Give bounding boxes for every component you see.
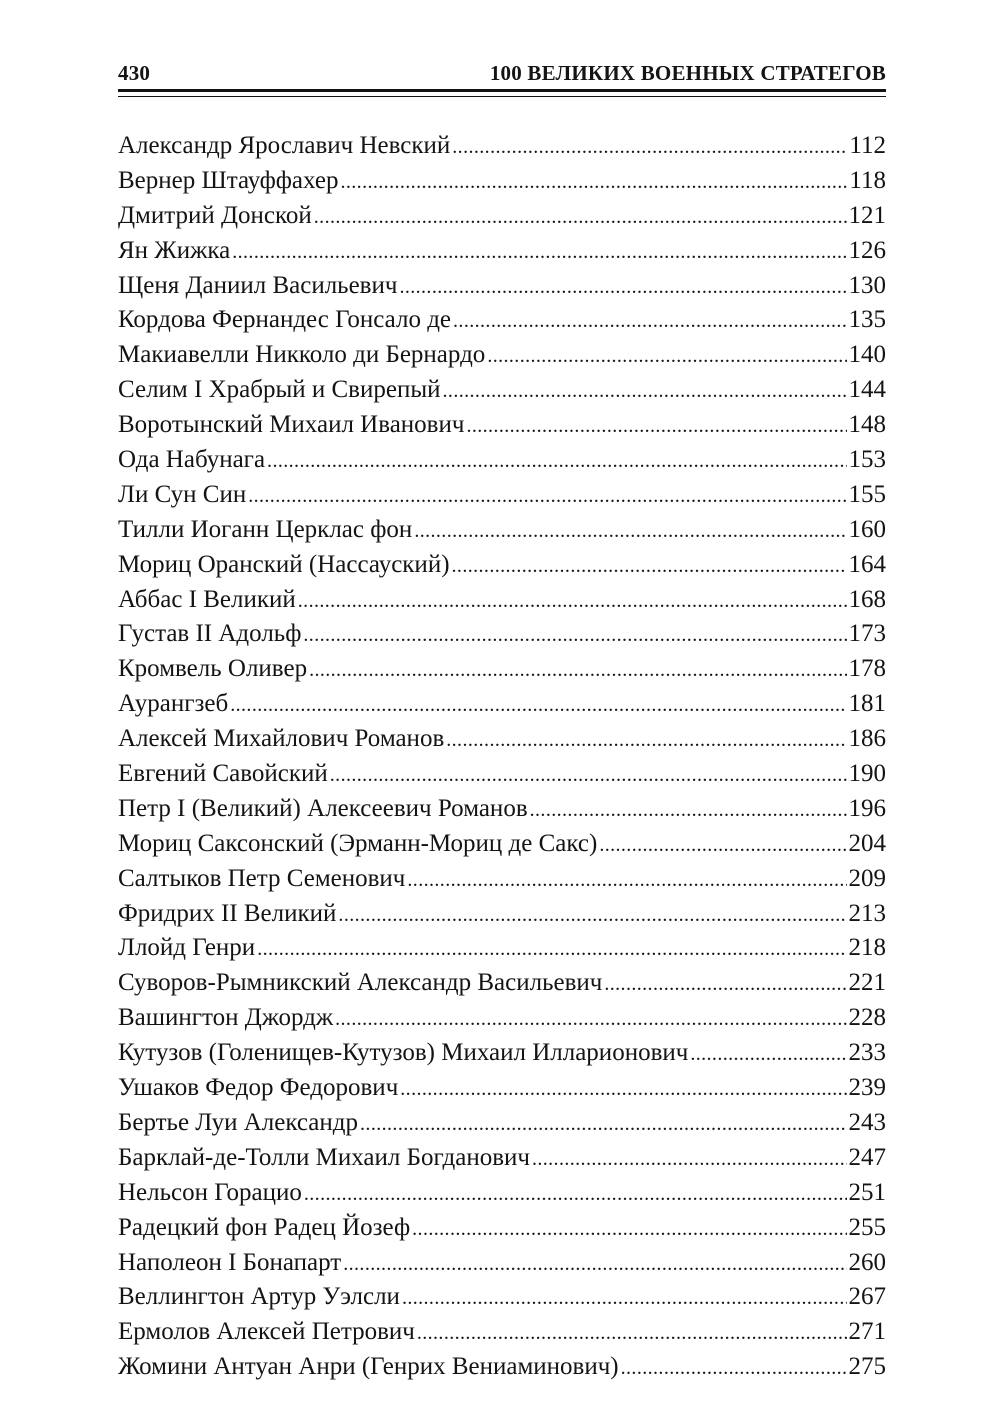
dot-leader — [452, 130, 847, 164]
toc-entry — [118, 443, 886, 478]
toc-entry — [118, 652, 886, 687]
dot-leader — [304, 1177, 847, 1211]
toc-entry — [118, 687, 886, 722]
header-rule-thick — [118, 89, 886, 92]
dot-leader — [446, 723, 846, 757]
toc-entry-name: Густав II Адольф — [118, 620, 302, 648]
toc-entry-page: 148 — [848, 411, 886, 439]
toc-entry-page: 204 — [848, 829, 886, 857]
toc-entry — [118, 617, 886, 652]
toc-entry — [118, 1211, 886, 1246]
toc-entry-name: Александр Ярославич Невский — [118, 132, 451, 159]
toc-entry-name: Ли Сун Син — [118, 480, 247, 508]
dot-leader — [530, 793, 847, 827]
toc-entry-page: 247 — [848, 1143, 886, 1171]
toc-entry-page: 186 — [848, 725, 886, 753]
toc-entry-name: Макиавелли Никколо ди Бернардо — [118, 341, 486, 369]
dot-leader — [298, 584, 847, 618]
toc-entry-page: 160 — [848, 515, 886, 543]
toc-entry — [118, 129, 886, 164]
dot-leader — [257, 932, 846, 966]
toc-entry-name: Тилли Иоганн Церклас фон — [118, 515, 413, 543]
toc-entry-name: Аббас I Великий — [118, 585, 296, 613]
toc-entry-page: 255 — [848, 1213, 886, 1241]
toc-entry-name: Петр I (Великий) Алексеевич Романов — [118, 794, 528, 822]
toc-entry-name: Жомини Антуан Анри (Генрих Вениаминович) — [118, 1353, 619, 1381]
toc-entry-page: 168 — [848, 585, 886, 613]
dot-leader — [402, 1281, 847, 1315]
dot-leader — [338, 898, 846, 932]
toc-entry — [118, 513, 886, 548]
toc-entry-page: 190 — [848, 760, 886, 788]
toc-entry-page: 196 — [848, 794, 886, 822]
toc-entry-page: 228 — [848, 1004, 886, 1032]
toc-entry — [118, 897, 886, 932]
dot-leader — [340, 165, 847, 199]
toc-entry-page: 164 — [848, 550, 886, 578]
toc-entry-name: Дмитрий Донской — [118, 201, 312, 229]
toc-entry — [118, 1036, 886, 1071]
dot-leader — [599, 828, 846, 862]
toc-entry-page: 126 — [848, 236, 886, 264]
toc-entry — [118, 722, 886, 757]
toc-entry — [118, 583, 886, 618]
toc-entry-page: 275 — [848, 1353, 886, 1381]
toc-entry-name: Кутузов (Голенищев-Кутузов) Михаил Илларионович — [118, 1039, 689, 1067]
toc-entry — [118, 338, 886, 373]
toc-entry — [118, 1141, 886, 1176]
toc-entry — [118, 478, 886, 513]
dot-leader — [314, 200, 847, 234]
dot-leader — [232, 235, 846, 269]
dot-leader — [532, 1142, 847, 1176]
toc-entry-name: Наполеон I Бонапарт — [118, 1248, 342, 1276]
toc-entry — [118, 757, 886, 792]
toc-entry — [118, 1176, 886, 1211]
toc-entry-page: 155 — [848, 480, 886, 508]
toc-entry-name: Барклай-де-Толли Михаил Богданович — [118, 1143, 530, 1171]
toc-entry-name: Воротынский Михаил Иванович — [118, 411, 465, 439]
toc-entry-name: Ушаков Федор Федорович — [118, 1074, 399, 1102]
toc-entry-name: Нельсон Горацио — [118, 1178, 302, 1206]
dot-leader — [248, 479, 846, 513]
toc-entry — [118, 234, 886, 269]
toc-entry-page: 135 — [848, 306, 886, 334]
toc-entry-page: 271 — [848, 1318, 886, 1346]
dot-leader — [303, 618, 846, 652]
toc-entry-page: 209 — [848, 864, 886, 892]
toc-entry-page: 140 — [848, 341, 886, 369]
book-title: 100 ВЕЛИКИХ ВОЕННЫХ СТРАТЕГОВ — [489, 61, 886, 85]
toc-entry-page: 221 — [848, 969, 886, 997]
toc-entry-name: Ян Жижка — [118, 236, 231, 264]
toc-entry — [118, 303, 886, 338]
toc-entry-page: 153 — [848, 446, 886, 474]
dot-leader — [466, 409, 846, 443]
toc-entry — [118, 1071, 886, 1106]
dot-leader — [399, 270, 846, 304]
toc-entry-page: 121 — [848, 201, 886, 229]
toc-entry-page: 251 — [848, 1178, 886, 1206]
toc-entry-page: 178 — [848, 655, 886, 683]
toc-entry-name: Кордова Фернандес Гонсало де — [118, 306, 452, 334]
dot-leader — [621, 1351, 847, 1385]
toc-entry — [118, 1246, 886, 1281]
toc-entry — [118, 548, 886, 583]
toc-entry-name: Веллингтон Артур Уэлсли — [118, 1283, 400, 1311]
toc-entry-name: Кромвель Оливер — [118, 655, 308, 683]
toc-entry-name: Фридрих II Великий — [118, 899, 337, 927]
toc-entry-name: Евгений Савойский — [118, 760, 328, 788]
toc-entry-page: 260 — [848, 1248, 886, 1276]
toc-entry — [118, 164, 886, 199]
dot-leader — [417, 1316, 847, 1350]
toc-entry — [118, 269, 886, 304]
toc-entry-name: Аурангзеб — [118, 690, 229, 718]
toc-entry-name: Ермолов Алексей Петрович — [118, 1318, 415, 1346]
toc-entry-name: Салтыков Петр Семенович — [118, 864, 406, 892]
toc-entry-name: Радецкий фон Радец Йозеф — [118, 1213, 411, 1241]
toc-entry — [118, 373, 886, 408]
toc-entry-page: 233 — [848, 1039, 886, 1067]
header-rule-thin — [118, 96, 886, 97]
dot-leader — [309, 653, 846, 687]
toc-entry — [118, 827, 886, 862]
book-page — [118, 0, 886, 1426]
toc-entry-page: 144 — [848, 376, 886, 404]
toc-entry-page: 181 — [848, 690, 886, 718]
dot-leader — [360, 1107, 846, 1141]
dot-leader — [690, 1037, 846, 1071]
dot-leader — [230, 688, 846, 722]
toc-entry — [118, 862, 886, 897]
toc-entry-page: 239 — [848, 1074, 886, 1102]
toc-entry-page: 130 — [848, 271, 886, 299]
toc-entry-name: Бертье Луи Александр — [118, 1108, 359, 1136]
toc-entry — [118, 1350, 886, 1385]
dot-leader — [452, 549, 847, 583]
dot-leader — [335, 1002, 846, 1036]
toc-entry — [118, 1001, 886, 1036]
toc-entry-name: Щеня Даниил Васильевич — [118, 271, 398, 299]
toc-entry-page: 173 — [848, 620, 886, 648]
dot-leader — [400, 1072, 846, 1106]
table-of-contents — [118, 129, 886, 1385]
toc-entry — [118, 792, 886, 827]
dot-leader — [487, 339, 846, 373]
toc-entry — [118, 1106, 886, 1141]
toc-entry-page: 213 — [848, 899, 886, 927]
toc-entry — [118, 1280, 886, 1315]
toc-entry — [118, 931, 886, 966]
dot-leader — [343, 1247, 846, 1281]
toc-entry-page: 112 — [849, 132, 886, 159]
dot-leader — [443, 374, 847, 408]
page-number: 430 — [118, 61, 151, 85]
toc-entry-name: Селим I Храбрый и Свирепый — [118, 376, 441, 404]
toc-entry-name: Мориц Оранский (Нассауский) — [118, 550, 450, 578]
toc-entry-page: 243 — [848, 1108, 886, 1136]
dot-leader — [414, 514, 846, 548]
toc-entry-name: Алексей Михайлович Романов — [118, 725, 445, 753]
toc-entry-name: Ллойд Генри — [118, 934, 256, 962]
toc-entry-page: 218 — [848, 934, 886, 962]
dot-leader — [267, 444, 846, 478]
toc-entry-page: 118 — [849, 166, 886, 194]
running-head — [118, 58, 886, 86]
toc-entry-name: Вернер Штауффахер — [118, 166, 339, 194]
toc-entry-name: Мориц Саксонский (Эрманн-Мориц де Сакс) — [118, 829, 598, 857]
dot-leader — [412, 1212, 846, 1246]
toc-entry — [118, 1315, 886, 1350]
toc-entry-name: Ода Набунага — [118, 446, 266, 474]
toc-entry-name: Суворов-Рымникский Александр Васильевич — [118, 969, 603, 997]
dot-leader — [407, 863, 846, 897]
toc-entry — [118, 199, 886, 234]
dot-leader — [330, 758, 847, 792]
dot-leader — [604, 967, 846, 1001]
toc-entry-page: 267 — [848, 1283, 886, 1311]
toc-entry — [118, 408, 886, 443]
dot-leader — [453, 304, 846, 338]
toc-entry — [118, 966, 886, 1001]
toc-entry-name: Вашингтон Джордж — [118, 1004, 334, 1032]
